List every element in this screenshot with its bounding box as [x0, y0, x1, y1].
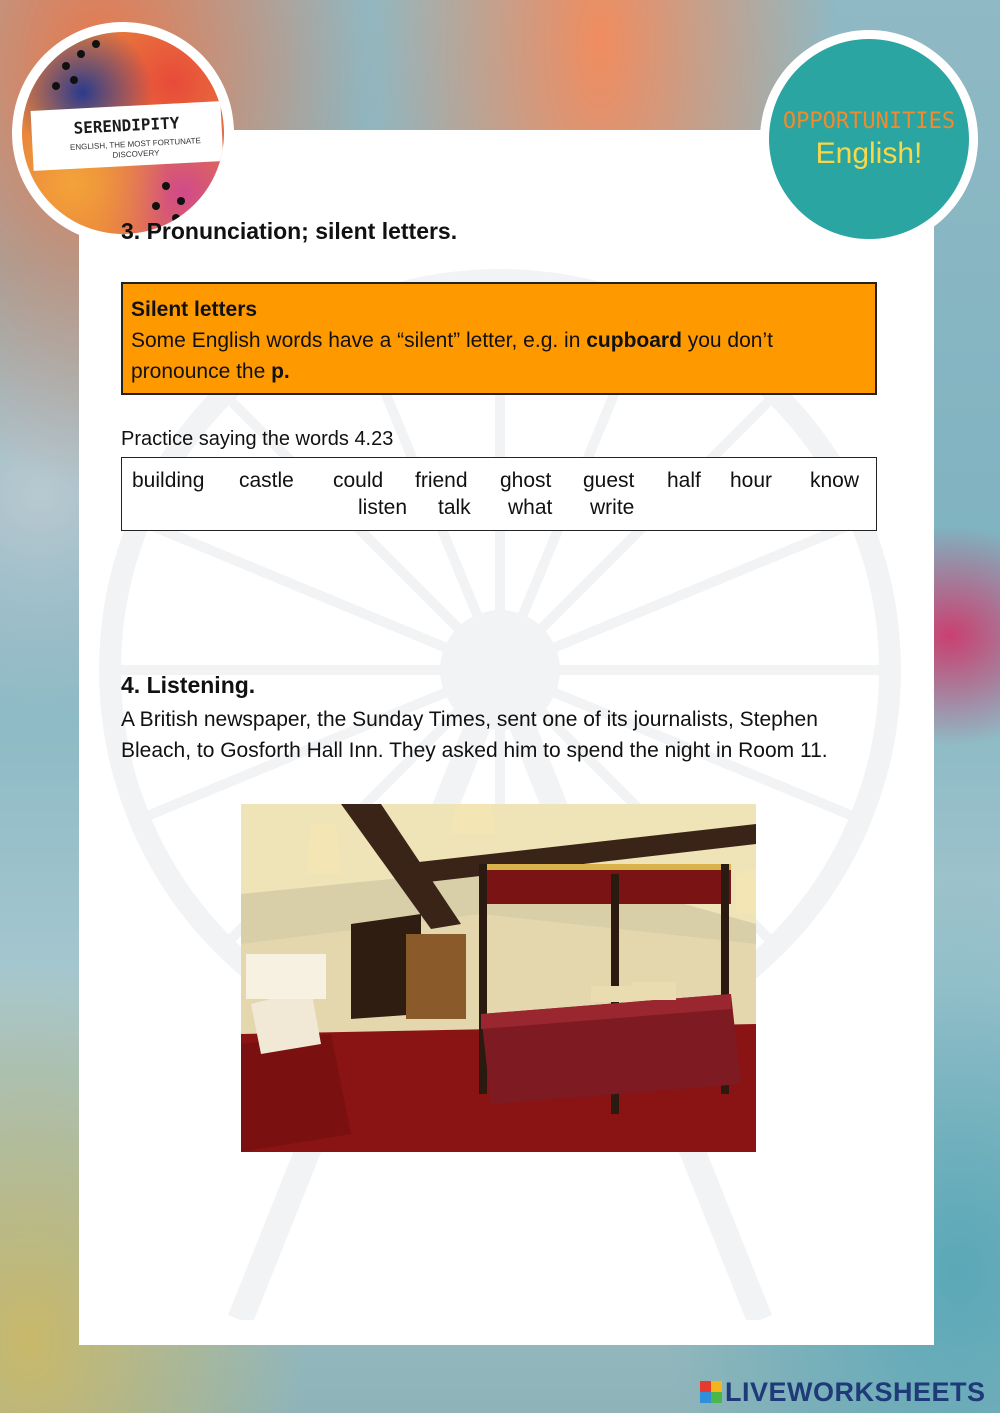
- bold-cupboard: cupboard: [586, 329, 682, 352]
- word-item: hour: [730, 469, 773, 492]
- bold-p: p.: [271, 360, 290, 383]
- word-item: building: [132, 469, 205, 492]
- word-item: guest: [583, 469, 635, 492]
- silent-letters-box: [121, 282, 877, 395]
- silent-letters-text: Some English words have a “silent” letter, e.g. in cupboard you don’t pronounce the p.: [131, 329, 773, 383]
- word-item: listen: [358, 496, 408, 519]
- logo-english: English!: [815, 137, 923, 170]
- word-item: what: [508, 496, 553, 519]
- opportunities-english-logo: [760, 30, 978, 248]
- words-box: [121, 457, 877, 531]
- liveworksheets-brand: LIVEWORKSHEETS: [725, 1376, 986, 1407]
- serendipity-logo: [12, 22, 234, 244]
- word-item: half: [667, 469, 701, 492]
- word-item: friend: [415, 469, 468, 492]
- word-item: could: [333, 469, 384, 492]
- practice-label: Practice saying the words 4.23: [121, 428, 394, 450]
- word-item: write: [590, 496, 635, 519]
- logo-opportunities: OPPORTUNITIES: [782, 109, 956, 134]
- logo-subtitle: ENGLISH, THE MOST FORTUNATE DISCOVERY: [69, 136, 202, 160]
- section3-heading: 3. Pronunciation; silent letters.: [121, 218, 458, 244]
- word-item: ghost: [500, 469, 552, 492]
- liveworksheets-logo: [700, 1378, 986, 1406]
- word-item: castle: [239, 469, 294, 492]
- logo-title: SERENDIPITY: [73, 113, 180, 138]
- word-item: talk: [438, 496, 471, 519]
- liveworksheets-icon: [700, 1381, 722, 1403]
- silent-letters-title: Silent letters: [131, 298, 258, 321]
- section4-heading: 4. Listening.: [121, 672, 256, 698]
- hotel-room-photo: [241, 804, 756, 1152]
- word-item: know: [810, 469, 860, 492]
- section4-text: A British newspaper, the Sunday Times, sent one of its journalists, Stephen Bleach, to Gosforth Hall Inn. They asked him to spend the night in Room 11.: [121, 708, 828, 762]
